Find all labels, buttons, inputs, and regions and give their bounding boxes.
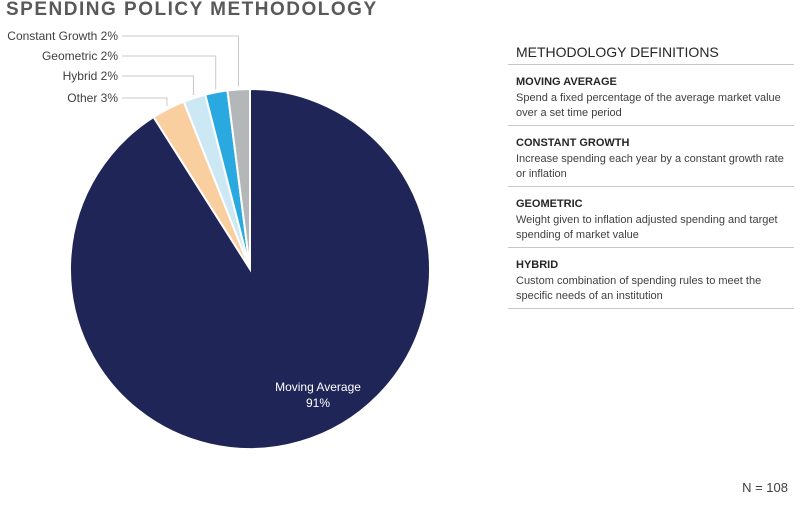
data-label-other: Other 3% xyxy=(67,91,118,105)
page-title: SPENDING POLICY METHODOLOGY xyxy=(6,0,378,20)
definition-geometric xyxy=(508,187,794,248)
data-label-hybrid: Hybrid 2% xyxy=(62,69,118,83)
pie-slices xyxy=(70,89,430,449)
definition-description: Increase spending each year by a constant growth rate or inflation xyxy=(516,153,784,180)
data-label-moving-average: Moving Average 91% xyxy=(275,380,361,410)
definition-description: Weight given to inflation adjusted spending and target spending of market value xyxy=(516,214,778,241)
definition-moving-average xyxy=(508,65,794,126)
definition-hybrid xyxy=(508,248,794,309)
definition-term: GEOMETRIC xyxy=(516,198,583,210)
definition-description: Spend a fixed percentage of the average market value over a set time period xyxy=(516,92,781,119)
methodology-definitions xyxy=(508,40,794,309)
data-label-constant-growth: Constant Growth 2% xyxy=(7,29,118,43)
definition-term: MOVING AVERAGE xyxy=(516,76,617,88)
leader-line-geometric xyxy=(122,56,216,89)
definition-term: CONSTANT GROWTH xyxy=(516,137,630,149)
sample-size-note: N = 108 xyxy=(742,480,788,495)
leader-line-other xyxy=(122,98,167,106)
definitions-title: METHODOLOGY DEFINITIONS xyxy=(508,40,794,65)
definition-term: HYBRID xyxy=(516,259,559,271)
data-label-geometric: Geometric 2% xyxy=(41,49,118,63)
definition-description: Custom combination of spending rules to meet the specific needs of an institution xyxy=(516,275,762,302)
leader-line-constant-growth xyxy=(122,36,239,86)
leader-line-hybrid xyxy=(122,76,193,95)
definition-constant-growth xyxy=(508,126,794,187)
